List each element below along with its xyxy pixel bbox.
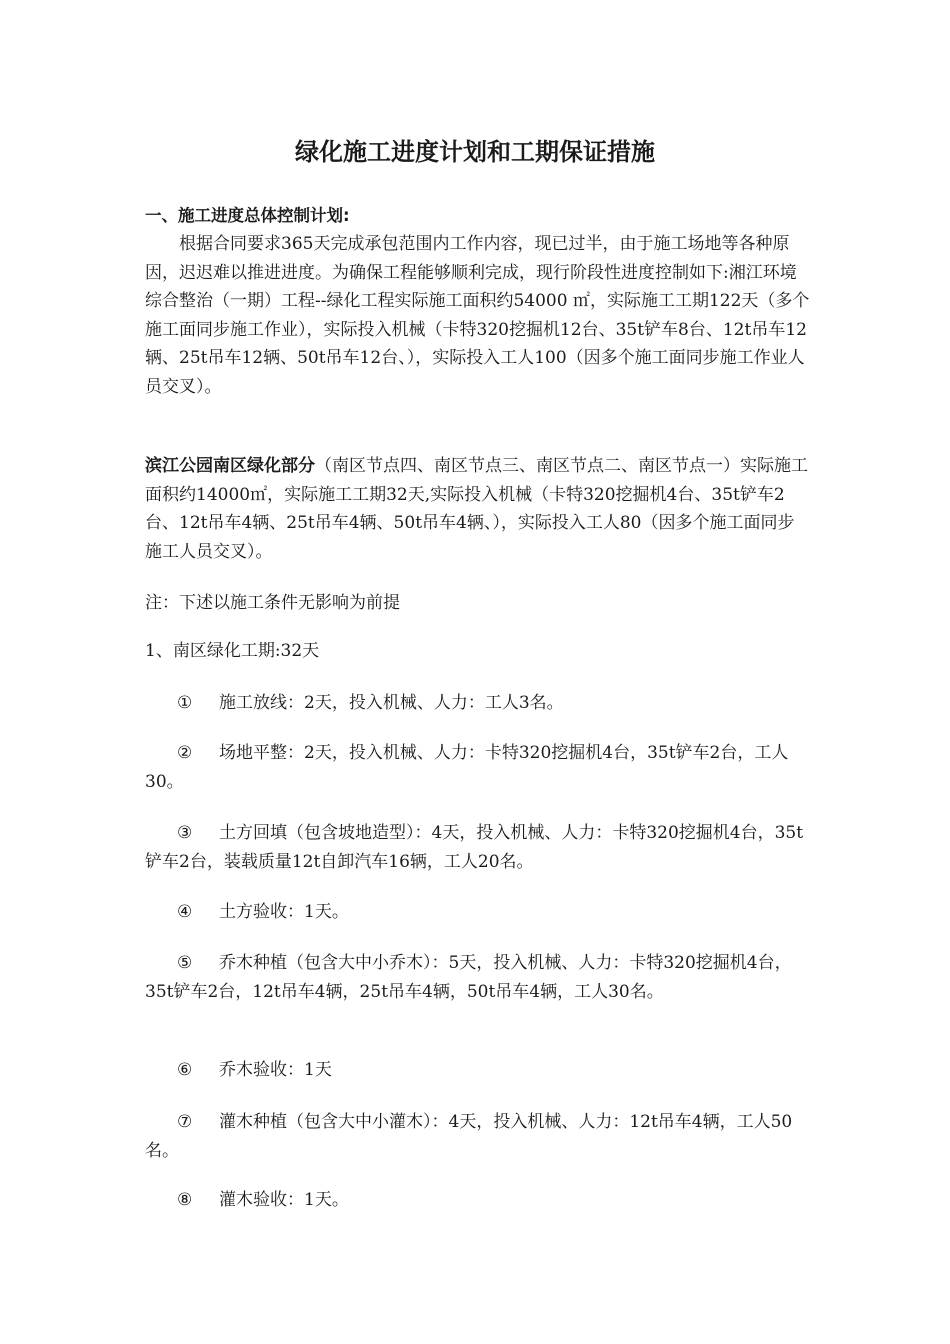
step-number: ⑤ <box>177 953 193 973</box>
step-item <box>145 898 810 927</box>
step-text: 施工放线：2天，投入机械、人力：工人3名。 <box>219 693 564 713</box>
step-text: 灌木种植（包含大中小灌木）：4天，投入机械、人力：12t吊车4辆，工人50名。 <box>145 1112 793 1161</box>
step-number: ⑧ <box>177 1190 193 1210</box>
south-park-paragraph <box>145 452 810 566</box>
step-item <box>145 1186 810 1215</box>
step-item <box>145 1056 810 1085</box>
step-item <box>145 1108 810 1166</box>
step-number: ⑦ <box>177 1112 193 1132</box>
step-item <box>145 949 810 1007</box>
step-number: ④ <box>177 902 193 922</box>
step-text: 土方验收：1天。 <box>219 902 349 922</box>
step-text: 场地平整：2天，投入机械、人力：卡特320挖掘机4台，35t铲车2台，工人30。 <box>145 743 789 792</box>
step-text: 乔木种植（包含大中小乔木）：5天，投入机械、人力：卡特320挖掘机4台，35t铲车2台，12t吊车4辆，25t吊车4辆，50t吊车4辆，工人30名。 <box>145 953 792 1002</box>
step-text: 灌木验收：1天。 <box>219 1190 349 1210</box>
step-number: ② <box>177 743 193 763</box>
note-text: 注：下述以施工条件无影响为前提 <box>145 593 400 613</box>
step-number: ⑥ <box>177 1060 193 1080</box>
step-text: 乔木验收：1天 <box>219 1060 332 1080</box>
section-heading: 一、施工进度总体控制计划: <box>145 206 350 225</box>
step-item <box>145 739 810 797</box>
section-body-paragraph: 根据合同要求365天完成承包范围内工作内容，现已过半，由于施工场地等各种原因，迟迟难以推进进度。为确保工程能够顺利完成，现行阶段性进度控制如下:湘江环境综合整治（一期）工程--绿化工程实际施工面积约54000 ㎡，实际施工工期122天（多个施工面同步施工作业），实际投入机械（卡特320挖掘机12台、35t铲车8台、12t吊车12辆、25t吊车12辆、50t吊车12台、），实际投入工人100（因多个施工面同步施工作业人员交叉）。 <box>145 234 810 397</box>
south-park-lead: 滨江公园南区绿化部分 <box>145 456 315 476</box>
south-park-body: （南区节点四、南区节点三、南区节点二、南区节点一）实际施工面积约14000㎡，实际施工工期32天,实际投入机械（卡特320挖掘机4台、35t铲车2台、12t吊车4辆、25t吊车4辆、50t吊车4辆、），实际投入工人80（因多个施工面同步施工人员交叉）。 <box>145 456 808 562</box>
page-title: 绿化施工进度计划和工期保证措施 <box>295 138 655 166</box>
step-item <box>145 689 810 718</box>
step-item <box>145 819 810 877</box>
step-number: ③ <box>177 823 193 843</box>
item-1-heading: 1、南区绿化工期:32天 <box>145 641 320 661</box>
step-text: 土方回填（包含坡地造型）：4天，投入机械、人力：卡特320挖掘机4台，35t铲车2台，装载质量12t自卸汽车16辆，工人20名。 <box>145 823 804 872</box>
step-number: ① <box>177 693 193 713</box>
